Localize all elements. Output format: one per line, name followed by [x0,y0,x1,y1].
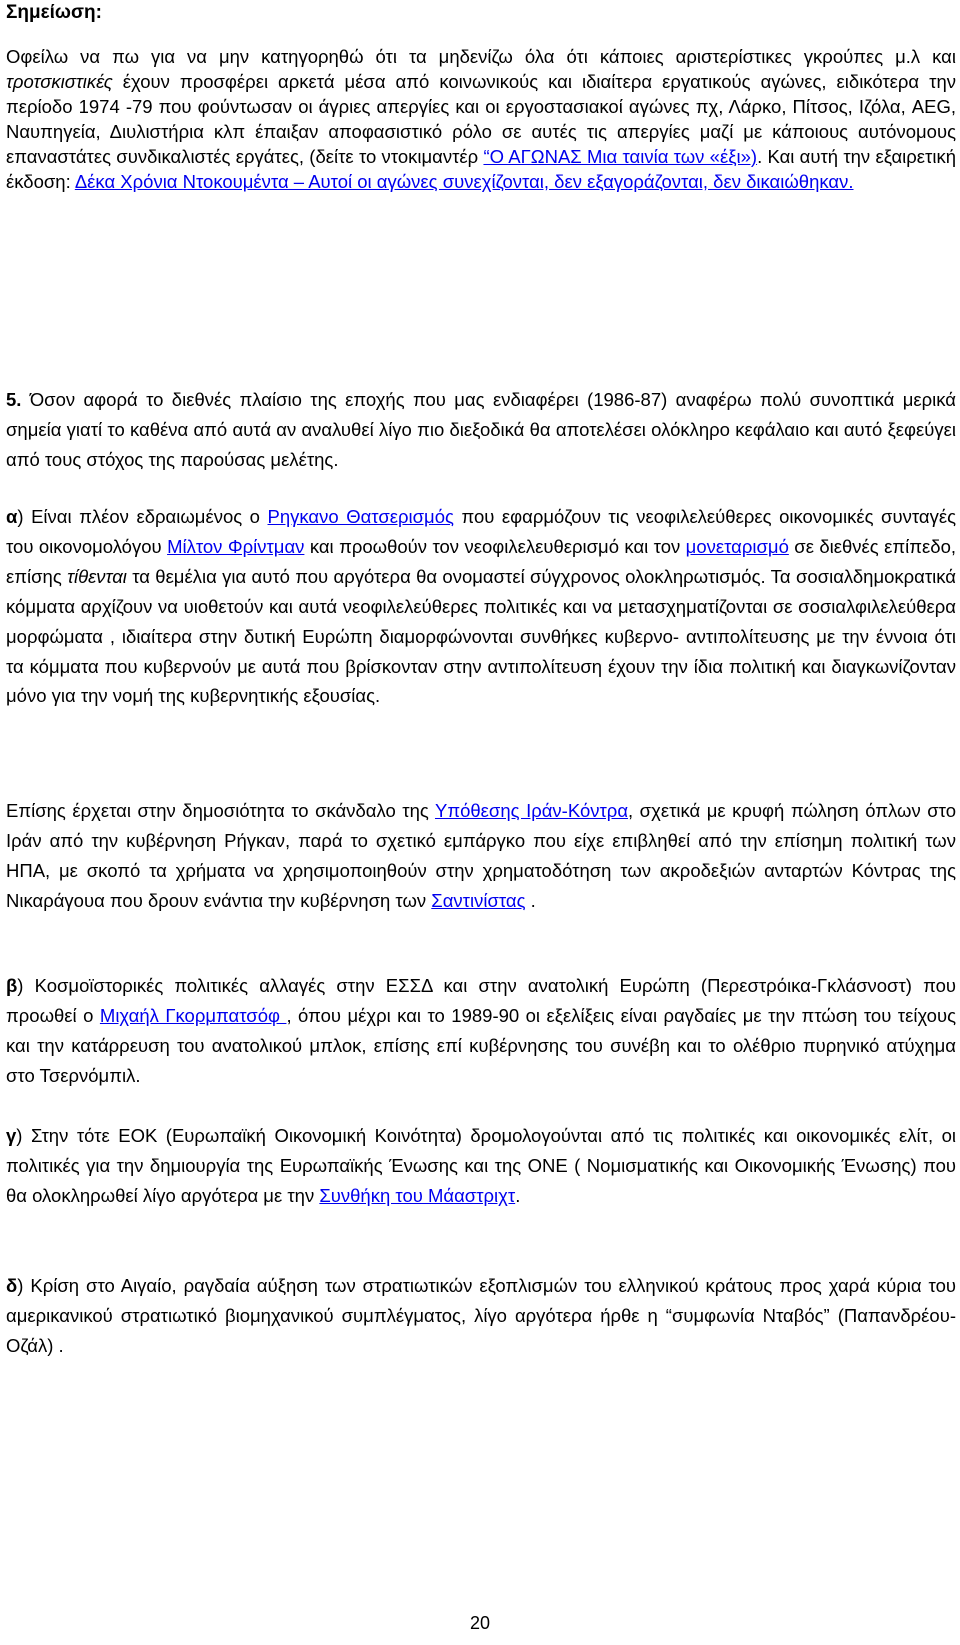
gamma-text-1: ) Στην τότε ΕΟΚ (Ευρωπαϊκή Οικονομική Κοινότητα) δρομολογούνται από τις πολιτικές και οικονομικές ελίτ, οι πολιτικές για την δημιουργία της Ευρωπαϊκής Ένωσης και της ΟΝΕ ( Νομισματικής και Οικονομικής Ένωσης) που θα ολοκληρωθεί λίγο αργότερα με την [6,1125,956,1206]
note-text-2: έχουν προσφέρει αρκετά μέσα από κοινωνικούς και ιδιαίτερα εργατικούς αγώνες, ειδικότερα την περίοδο 1974 -79 που φούντωσαν οι άγριες απεργίες και οι εργοστασιακοί αγώνες πχ, Λάρκο, Πίτσος, Ιζόλα, AEG, Ναυπηγεία, Διυλιστήρια κλπ έπαιξαν αποφασιστικό ρόλο σε αυτές τις απεργίες μαζί με κάποιους αυτόνομους επαναστάτες συνδικαλιστές εργάτες, (δείτε το ντοκιμαντέρ [6,71,956,167]
alpha-paragraph [6,502,956,711]
beta-paragraph [6,971,956,1091]
gorbachev-link[interactable]: Μιχαήλ Γκορμπατσόφ [99,1004,287,1026]
iran-contra-paragraph [6,796,956,916]
section-5-text: Όσον αφορά το διεθνές πλαίσιο της εποχής που μας ενδιαφέρει (1986-87) αναφέρω πολύ συνοπτικά μερικά σημεία γιατί το καθένα από αυτά αν αναλυθεί λίγο πιο διεξοδικά θα αποτελέσει ολόκληρο κεφάλαιο και αυτό ξεφεύγει από τους στόχος της παρούσας μελέτης. [6,389,956,470]
note-paragraph [6,44,956,194]
note-text-3: . Και αυτή την εξαιρετική έκδοση: [6,146,957,192]
alpha-text-4: σε διεθνές επίπεδο, επίσης [6,535,956,587]
gamma-text-2: . [515,1184,521,1206]
note-text-1: Οφείλω να πω για να μην κατηγορηθώ ότι τα μηδενίζω όλα ότι κάποιες αριστερίστικες γκρούπες μ.λ και [6,46,956,67]
documentary-link[interactable]: “Ο ΑΓΩΝΑΣ Μια ταινία των «έξι») [483,146,758,167]
milton-friedman-link[interactable]: Μίλτον Φρίντμαν [167,535,305,557]
sandinistas-link[interactable]: Σαντινίστας [431,889,526,911]
page-number: 20 [469,1613,491,1633]
beta-marker: β [6,975,18,996]
delta-text-1: ) Κρίση στο Αιγαίο, ραγδαία αύξηση των στρατιωτικών εξοπλισμών του ελληνικού κράτους προς χαρά κύρια του αμερικανικού στρατιωτικό βιομηχανικού συμπλέγματος, λίγο αργότερα ήρθε η “συμφωνία Νταβός” (Παπανδρέου-Οζάλ) . [6,1275,956,1356]
alpha-text-1: ) Είναι πλέον εδραιωμένος ο [17,506,268,527]
iran-text-1: Επίσης έρχεται στην δημοσιότητα το σκάνδαλο της [6,800,435,821]
iran-text-3: . [525,889,536,911]
alpha-text-2: που εφαρμόζουν τις νεοφιλελεύθερες οικονομικές συνταγές του οικονομολόγου [6,506,956,557]
alpha-marker: α [6,506,18,527]
gamma-marker: γ [6,1125,17,1146]
maastricht-treaty-link[interactable]: Συνθήκη του Μάαστριχτ [319,1184,516,1206]
note-italic-word: τροτσκιστικές [6,71,113,92]
iran-text-2: , σχετικά με κρυφή πώληση όπλων στο Ιράν από την κυβέρνηση Ρήγκαν, παρά το σχετικό εμπάργκο που είχε επιβληθεί από την επίσημη πολιτική των ΗΠΑ, με σκοπό τα χρήματα να χρησιμοποιηθούν στην χρηματοδότηση των ακροδεξιών ανταρτών Κόντρας της Νικαράγουα που δρουν ενάντια την κυβέρνηση των [6,800,956,911]
alpha-text-3: και προωθούν τον νεοφιλελευθερισμό και τον [304,535,686,557]
beta-text-1: ) Κοσμοϊστορικές πολιτικές αλλαγές στην ΕΣΣΔ και στην ανατολική Ευρώπη (Περεστρόικα-Γκλάσνοστ) που προωθεί ο [6,975,956,1026]
monetarism-link[interactable]: μονεταρισμό [685,535,789,557]
gamma-paragraph [6,1121,956,1211]
section-5-number: 5. [6,389,22,410]
beta-text-2: , όπου μέχρι και το 1989-90 οι εξελίξεις είναι ραγδαίες με την πτώση του τείχους και την κατάρρευση του ανατολικού μπλοκ, επίσης επί κυβέρνησης του συνέβη και το ολέθριο πυρηνικό ατύχημα στο Τσερνόμπιλ. [6,1004,956,1086]
delta-marker: δ [6,1275,18,1296]
reagan-thatcherism-link[interactable]: Ρηγκανο Θατσερισμός [267,506,454,527]
delta-paragraph [6,1271,956,1361]
section-5-paragraph [6,385,956,475]
iran-contra-link[interactable]: Υπόθεσης Ιράν-Κόντρα [434,800,629,821]
alpha-text-5: τα θεμέλια για αυτό που αργότερα θα ονομαστεί σύγχρονος ολοκληρωτισμός. Τα σοσιαλδημοκρατικά κόμματα αρχίζουν να υιοθετούν και αυτά νεοφιλελεύθερες πολιτικές και να μετασχηματίζονται σε σοσιαλφιλελεύθερα μορφώματα , ιδιαίτερα στην δυτική Ευρώπη διαμορφώνονται συνθήκες κυβερνο- αντιπολίτευσης με την έννοια ότι τα κόμματα που κυβερνούν με αυτά που βρίσκονταν στην αντιπολίτευση έχουν την ίδια πολιτική και διαγκωνίζονταν μόνο για την νομή της κυβερνητικής εξουσίας. [6,565,956,707]
alpha-italic-word: τίθενται [67,565,127,587]
edition-link[interactable]: Δέκα Χρόνια Ντοκουμέντα – Αυτοί οι αγώνες συνεχίζονται, δεν εξαγοράζονται, δεν δικαιώθηκαν. [74,171,854,192]
note-title: Σημείωση: [6,2,102,23]
